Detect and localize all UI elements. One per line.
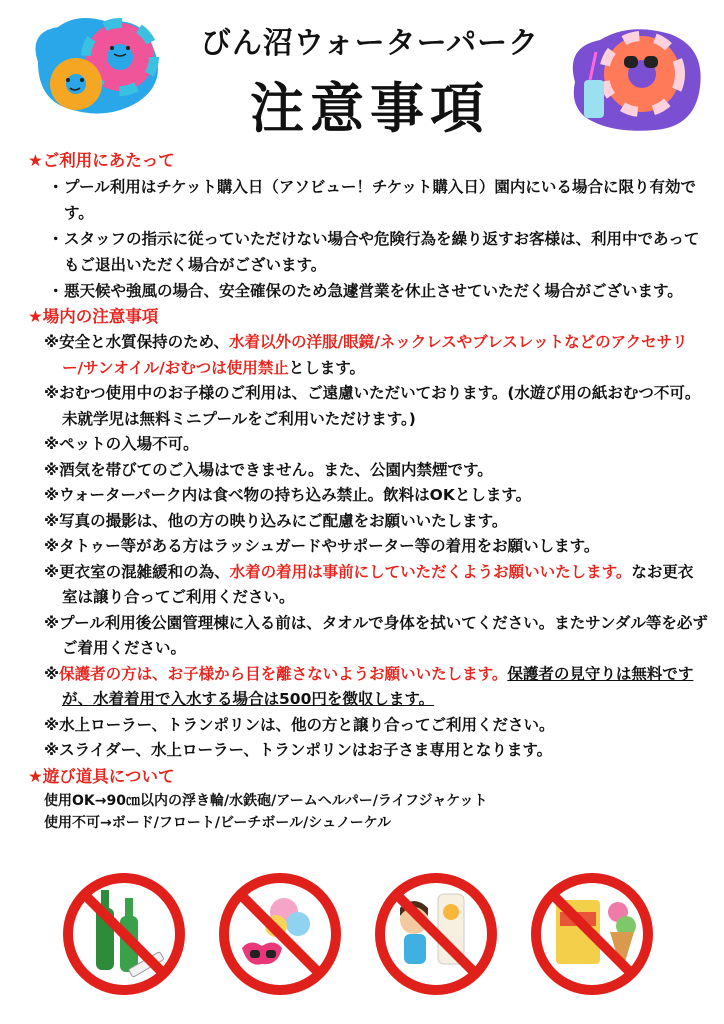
- no-alcohol-smoking-icon: [58, 868, 190, 1000]
- note-food: ※ウォーターパーク内は食べ物の持ち込み禁止。飲料はOKとします。: [44, 486, 532, 504]
- usage-bullet: ・プール利用はチケット購入日（アソビュー！チケット購入日）園内にいる場合に限り有効です。: [48, 178, 696, 222]
- swim-ring-icon: [28, 12, 168, 122]
- section-heading-usage: ★ご利用にあたって: [28, 151, 175, 170]
- tools-prohibited: 使用不可→ボード/フロート/ビーチボール/シュノーケル: [44, 814, 392, 831]
- no-accessories-icon: [214, 868, 346, 1000]
- content: [28, 148, 708, 834]
- prohibition-icons: [0, 868, 724, 1018]
- usage-bullet: ・悪天候や強風の場合、安全確保のため急遽営業を休止させていただく場合がございます。: [48, 282, 683, 300]
- usage-bullets: [28, 174, 708, 304]
- note-guardians: ※保護者の方は、お子様から目を離さないようお願いいたします。保護者の見守りは無料ですが、水着着用で入水する場合は500円を徴収します。: [44, 664, 694, 708]
- note-swimwear: ※安全と水質保持のため、水着以外の洋服/眼鏡/ネックレスやブレスレットなどのアクセサリー/サンオイル/おむつは使用禁止とします。: [44, 333, 688, 377]
- usage-bullet: ・スタッフの指示に従っていただけない場合や危険行為を繰り返すお客様は、利用中であってもご退出いただく場合がございます。: [48, 230, 700, 274]
- note-towel: ※プール利用後公園管理棟に入る前は、タオルで身体を拭いてください。またサンダル等を必ずご着用ください。: [44, 613, 708, 657]
- section-heading-rules: ★場内の注意事項: [28, 307, 159, 326]
- note-photos: ※写真の撮影は、他の方の映り込みにご配慮をお願いいたします。: [44, 511, 508, 530]
- note-share: ※水上ローラー、トランポリンは、他の方と譲り合ってご利用ください。: [44, 715, 555, 734]
- page-title: 注意事項: [250, 77, 490, 140]
- note-changing-room: ※更衣室の混雑緩和の為、水着の着用は事前にしていただくようお願いいたします。なお更衣室は譲り合ってご利用ください。: [44, 562, 694, 606]
- note-kids-only: ※スライダー、水上ローラー、トランポリンはお子さま専用となります。: [44, 741, 553, 759]
- note-diapers: ※おむつ使用中のお子様のご利用は、ご遠慮いただいております。(水遊び用の紙おむつ不可。未就学児は無料ミニプールをご利用いただけます。): [44, 384, 701, 428]
- swim-ring-sunglasses-icon: [560, 22, 710, 137]
- rules-notes: [28, 330, 708, 764]
- note-tattoo: ※タトゥー等がある方はラッシュガードやサポーター等の着用をお願いします。: [44, 537, 600, 555]
- tools-allowed: 使用OK→90㎝以内の浮き輪/水鉄砲/アームヘルパー/ライフジャケット: [44, 792, 488, 809]
- no-food-icon: [526, 868, 658, 1000]
- subtitle: びん沼ウォーターパーク: [200, 26, 540, 61]
- header: [0, 0, 724, 150]
- section-heading-tools: ★遊び道具について: [28, 766, 175, 786]
- tools-list: [28, 790, 708, 834]
- note-pets: ※ペットの入場不可。: [44, 435, 199, 453]
- note-alcohol: ※酒気を帯びてのご入場はできません。また、公園内禁煙です。: [44, 460, 493, 479]
- no-sunscreen-icon: [370, 868, 502, 1000]
